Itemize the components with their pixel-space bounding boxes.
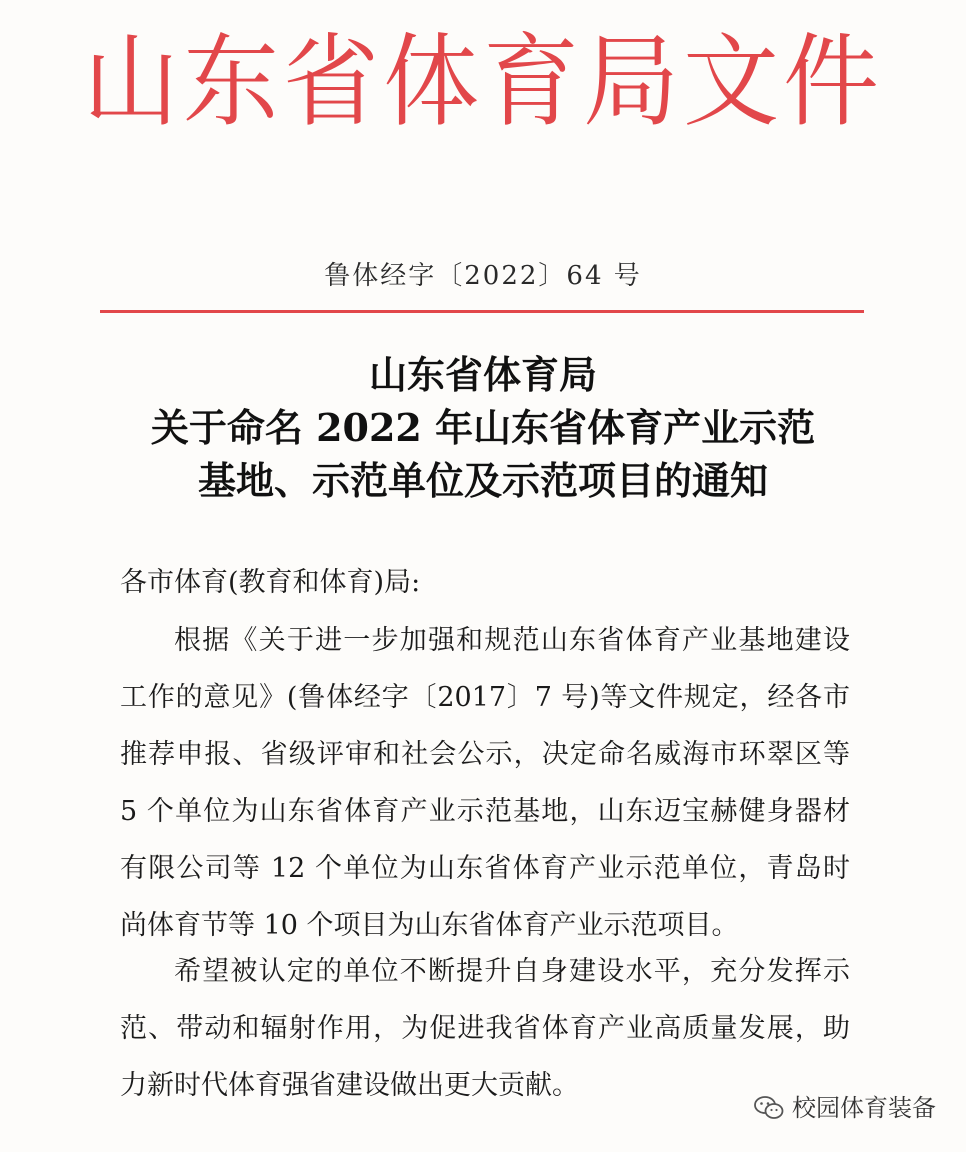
paragraph-1-line: 根据《关于进一步加强和规范山东省体育产业基地建设 [174,625,850,656]
paragraph-1-line: 推荐申报、省级评审和社会公示，决定命名威海市环翠区等 [120,739,850,770]
paragraph-1-line: 5 个单位为山东省体育产业示范基地，山东迈宝赫健身器材 [120,796,850,827]
paragraph-1 [120,612,850,954]
paragraph-2 [120,943,850,1114]
notice-title-line-1: 山东省体育局 [368,352,597,397]
wechat-watermark [754,1090,936,1126]
notice-title [0,348,966,507]
watermark-text: 校园体育装备 [792,1094,936,1122]
paragraph-2-line: 范、带动和辐射作用，为促进我省体育产业高质量发展，助 [120,1013,850,1044]
paragraph-1-line: 有限公司等 12 个单位为山东省体育产业示范单位，青岛时 [120,853,850,884]
paragraph-1-line: 尚体育节等 10 个项目为山东省体育产业示范项目。 [120,910,739,941]
document-number: 鲁体经字〔2022〕64 号 [324,261,642,291]
red-divider-line [100,310,864,313]
paragraph-2-line: 力新时代体育强省建设做出更大贡献。 [120,1070,579,1101]
document-header-title: 山东省体育局文件 [83,23,883,141]
wechat-icon [754,1095,784,1121]
paragraph-1-line: 工作的意见》(鲁体经字〔2017〕7 号)等文件规定，经各市 [120,682,850,713]
salutation: 各市体育(教育和体育)局: [120,567,421,598]
notice-title-line-2: 关于命名 2022 年山东省体育产业示范 [150,405,816,450]
notice-title-line-3: 基地、示范单位及示范项目的通知 [197,458,768,503]
paragraph-2-line: 希望被认定的单位不断提升自身建设水平，充分发挥示 [174,956,850,987]
